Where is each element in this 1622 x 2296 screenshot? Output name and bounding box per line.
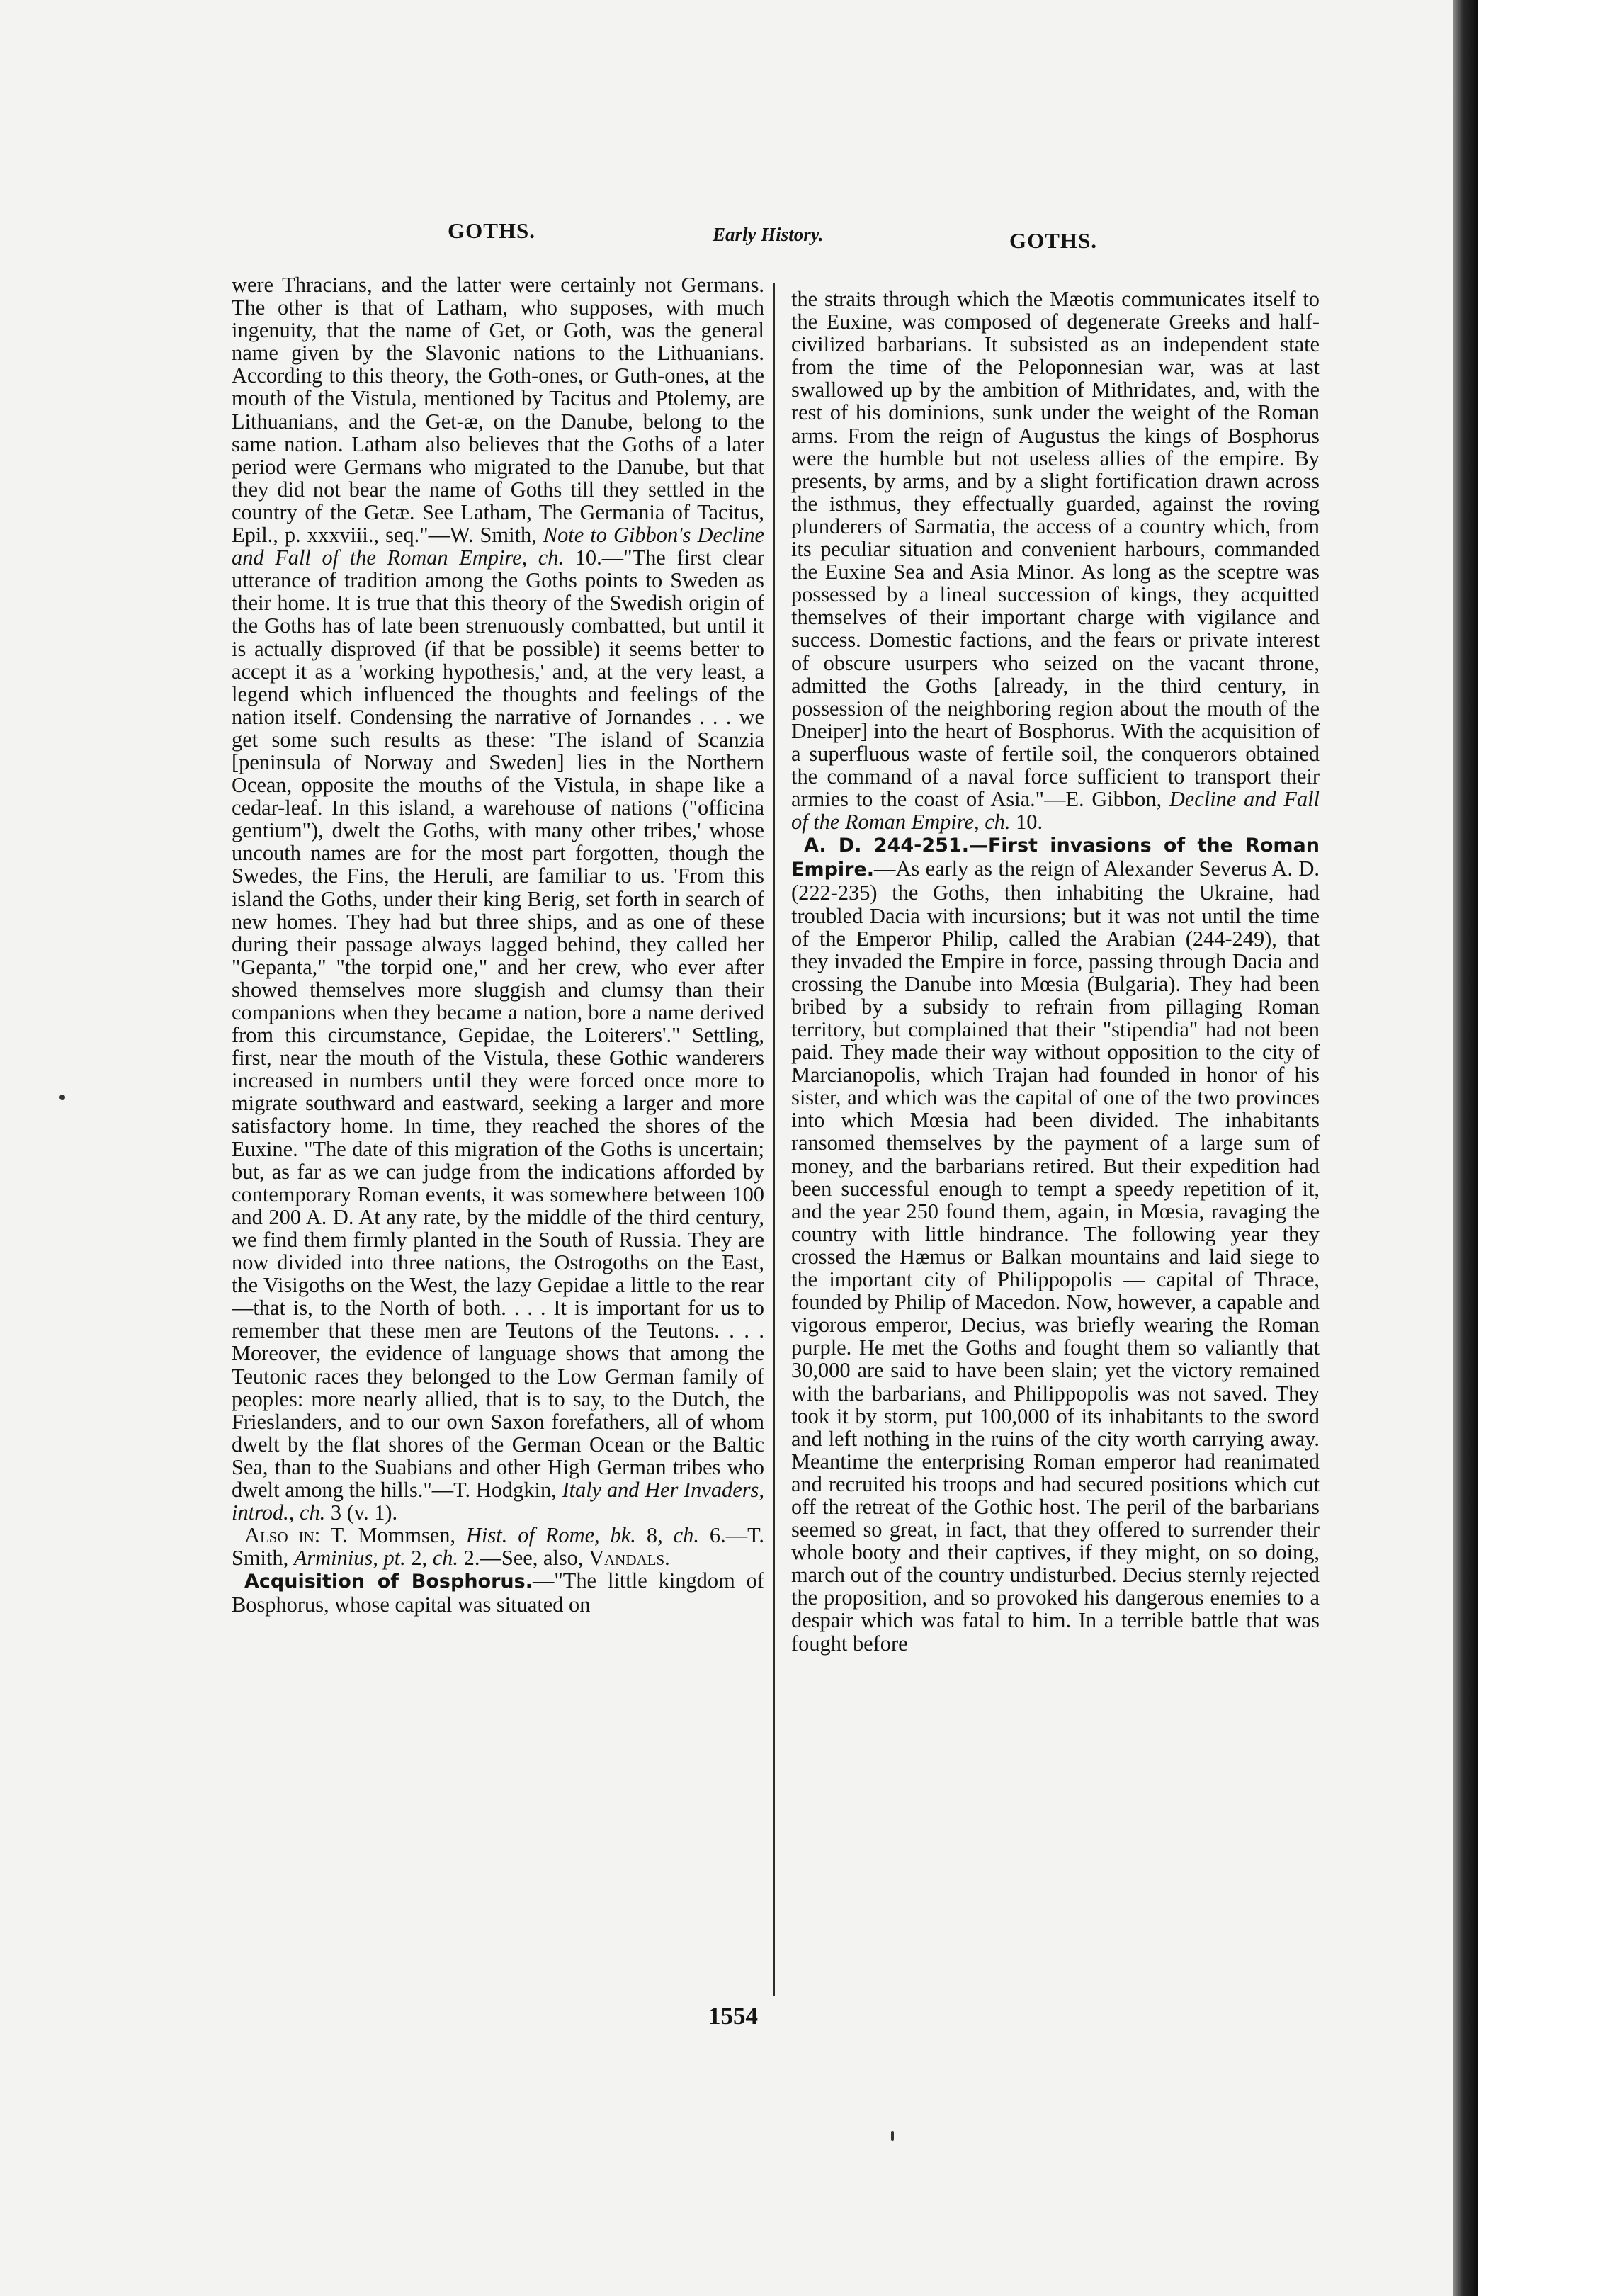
see-also-vandals: Vandals. <box>589 1546 670 1571</box>
also-in-smith-title: Arminius, pt. <box>293 1546 406 1571</box>
left-column-body <box>232 273 764 1524</box>
also-in-ch-label-2: ch. <box>432 1546 459 1571</box>
bosphorus-entry <box>232 1569 764 1616</box>
also-in-references <box>232 1524 764 1569</box>
hodgkin-citation-volume: 3 (v. 1). <box>330 1500 398 1525</box>
first-invasions-entry <box>791 833 1320 1654</box>
bosphorus-quote-text: the straits through which the Mæotis communicates itself to the Euxine, was composed of degenerate Greeks and half-civilized barbarians. It subsisted as an independent state from the time of the Peloponnesian war, was at last swallowed up by the ambition of Mithridates, and, with the rest of his dominions, sunk under the weight of the Roman arms. From the reign of Augustus the kings of Bosphorus were the humble but not useless allies of the empire. By presents, by arms, and by a slight fortification drawn across the isthmus, they effectually guarded, against the roving plunderers of Sarmatia, the access of a country which, from its peculiar situation and convenient harbours, commanded the Euxine Sea and Asia Minor. As long as the sceptre was possessed by a lineal succession of kings, they acquitted themselves of their important charge with vigilance and success. Domestic factions, and the fears or private interest of obscure usurpers who seized on the vacant throne, admitted the Goths [already, in the third century, in possession of the neighboring region about the mouth of the Dneiper] into the heart of Bosphorus. With the acquisition of a superfluous waste of fertile soil, the conquerors obtained the command of a naval force sufficient to transport their armies to the coast of Asia."—E. Gibbon, <box>791 288 1320 812</box>
first-invasions-text: —As early as the reign of Alexander Severus A. D. (222-235) the Goths, then inhabiting the Ukraine, had troubled Dacia with incursions; but it was not until the time of the Emperor Philip, called the Arabian (244-249), that they invaded the Empire in force, passing through Dacia and crossing the Danube into Mœsia (Bulgaria). They had been bribed by a subsidy to refrain from pillaging Roman territory, but complained that their "stipendia" had not been paid. They made their way without opposition to the city of Marcianopolis, which Trajan had founded in honor of his sister, and which was the capital of one of the two provinces into which Mœsia had been divided. The inhabitants ransomed themselves by the payment of a large sum of money, and the barbarians retired. But their expedition had been successful enough to tempt a speedy repetition of it, and the year 250 found them, again, in Mœsia, ravaging the country with little hindrance. The following year they crossed the Hæmus or Balkan mountains and laid siege to the important city of Philippopolis — capital of Thrace, founded by Philip of Macedon. Now, however, a capable and vigorous emperor, Decius, was briefly wearing the Roman purple. He met the Goths and fought them so valiantly that 30,000 are said to have been slain; yet the victory remained with the barbarians, and Philippopolis was not saved. They took it by storm, put 100,000 of its inhabitants to the sword and left nothing in the ruins of the city worth carrying away. Meantime the enterprising Roman emperor had reanimated and recruited his troops and had secured positions which cut off the retreat of the Gothic host. The peril of the barbarians seemed so great, in fact, that they offered to surrender their whole booty and their captives, if they might, on so doing, march out of the country undisturbed. Decius sternly rejected the proposition, and so provoked his dangerous enemies to a despair which was fatal to him. In a terrible battle that was fought before <box>791 856 1320 1656</box>
scan-speck <box>891 2131 894 2141</box>
running-head-section: Early History. <box>713 224 824 245</box>
bosphorus-text: —"The little kingdom of Bosphorus, whose capital was situated on <box>232 1568 764 1617</box>
running-head-right: GOTHS. <box>1009 228 1098 253</box>
book-spine-shadow <box>1453 0 1478 2296</box>
also-in-ch-label: ch. <box>673 1523 699 1548</box>
hodgkin-citation: Italy and Her Invaders, introd., ch. <box>232 1477 764 1525</box>
also-in-smith: 6.—T. Smith, <box>232 1523 764 1571</box>
column-divider <box>773 283 775 1996</box>
bosphorus-heading: Acquisition of Bosphorus. <box>244 1571 533 1593</box>
running-head <box>0 218 1453 261</box>
gibbon-note-text: were Thracians, and the latter were certainly not Germans. The other is that of Latham, who supposes, with much ingenuity, that the name of Get, or Goth, was the general name given by the Slavonic nations to the Lithuanians. According to this theory, the Goth-ones, or Guth-ones, at the mouth of the Vistula, mentioned by Tacitus and Ptolemy, are Lithuanians, and the Get-æ, on the Danube, belong to the same nation. Latham also believes that the Goths of a later period were Germans who migrated to the Danube, but that they did not bear the name of Goths till they settled in the country of the Getæ. See Latham, The Germania of Tacitus, Epil., p. xxxviii., seq."—W. Smith, <box>232 273 764 548</box>
page-number: 1554 <box>708 2002 758 2030</box>
also-in-mommsen-title: Hist. of Rome, bk. <box>466 1523 636 1548</box>
also-in-mommsen: T. Mommsen, <box>330 1523 456 1548</box>
gibbon-note-citation: Note to Gibbon's Decline and Fall of the Roman Empire, ch. <box>232 523 764 570</box>
bosphorus-continuation <box>791 288 1320 833</box>
gibbon-citation-chapter: 10. <box>1016 810 1043 835</box>
scan-margin <box>1478 0 1622 2296</box>
also-in-mommsen-book: 8, <box>646 1523 663 1548</box>
also-in-label: Also in: <box>244 1523 321 1548</box>
first-invasions-heading: A. D. 244-251.—First invasions of the Roman Empire. <box>791 835 1320 881</box>
also-in-smith-part: 2, <box>411 1546 428 1571</box>
hodgkin-quote-text: 10.—"The first clear utterance of tradition among the Goths points to Sweden as their home. It is true that this theory of the Swedish origin of the Goths has of late been strenuously combatted, but until it is actually disproved (if that be possible) it seems better to accept it as a 'working hypothesis,' and, at the very least, a legend which influenced the thoughts and feelings of the nation itself. Condensing the narrative of Jornandes . . . we get some such results as these: 'The island of Scanzia [peninsula of Norway and Sweden] lies in the Northern Ocean, opposite the mouths of the Vistula, in shape like a cedar-leaf. In this island, a warehouse of nations ("officina gentium"), dwelt the Goths, with many other tribes,' whose uncouth names are for the most part forgotten, though the Swedes, the Fins, the Heruli, are familiar to us. 'From this island the Goths, under their king Berig, set forth in search of new homes. They had but three ships, and as one of these during their passage always lagged behind, they called her "Gepanta," "the torpid one," and her crew, who ever after showed themselves more sluggish and clumsy than their companions when they became a nation, bore a name derived from this circumstance, Gepidae, the Loiterers'." Settling, first, near the mouth of the Vistula, these Gothic wanderers increased in numbers until they were forced once more to migrate southward and eastward, seeking a larger and more satisfactory home. In time, they reached the shores of the Euxine. "The date of this migration of the Goths is uncertain; but, as far as we can judge from the indications afforded by contemporary Roman events, it was somewhere between 100 and 200 A. D. At any rate, by the middle of the third century, we find them firmly planted in the South of Russia. They are now divided into three nations, the Ostrogoths on the East, the Visigoths on the West, the lazy Gepidae a little to the rear—that is, to the North of both. . . . It is important for us to remember that these men are Teutons of the Teutons. . . . Moreover, the evidence of language shows that among the Teutonic races they belonged to the Low German family of peoples: more nearly allied, that is to say, to the Dutch, the Frieslanders, and to our own Saxon forefathers, all of whom dwelt by the flat shores of the German Ocean or the Baltic Sea, than to the Suabians and other High German tribes who dwelt among the hills."—T. Hodgkin, <box>232 545 764 1502</box>
also-in-see-also: 2.—See, also, <box>463 1546 584 1571</box>
scan-speck <box>59 1095 65 1100</box>
gibbon-citation: Decline and Fall of the Roman Empire, ch. <box>791 787 1320 835</box>
right-column <box>791 288 1320 2023</box>
running-head-left: GOTHS. <box>448 218 536 243</box>
left-column <box>232 273 764 2009</box>
